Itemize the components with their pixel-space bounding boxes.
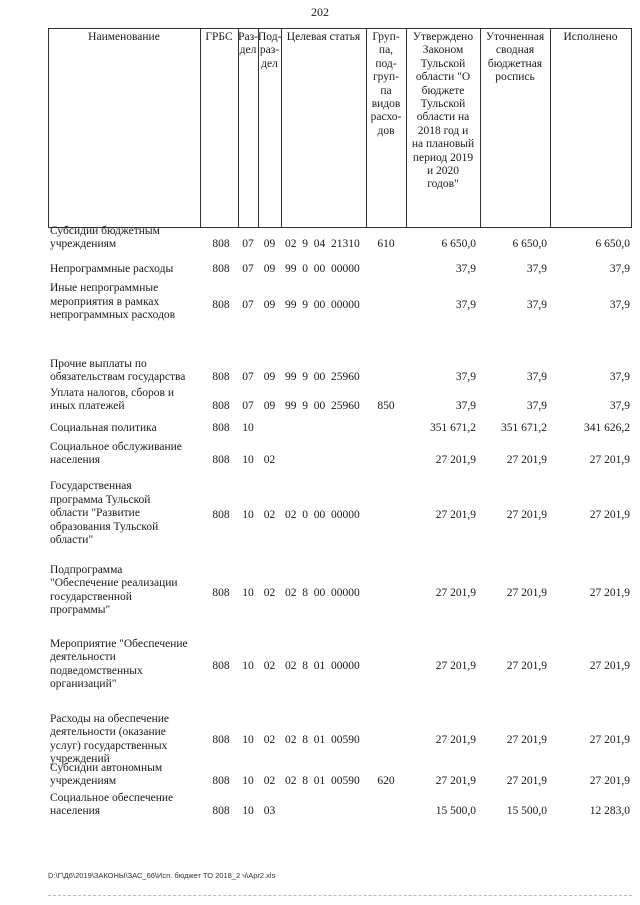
row-name-line: учреждениям bbox=[50, 775, 117, 788]
cell-executed: 27 201,9 bbox=[589, 734, 630, 747]
cell-grbs: 808 bbox=[212, 371, 230, 384]
table-row bbox=[48, 438, 632, 468]
cell-target: 99 0 00 00000 bbox=[285, 263, 360, 276]
cell-grbs: 808 bbox=[212, 454, 230, 467]
header-executed: Исполнено bbox=[563, 31, 618, 43]
table-row bbox=[48, 703, 632, 767]
cell-grbs: 808 bbox=[212, 734, 230, 747]
cell-refined: 27 201,9 bbox=[506, 454, 547, 467]
row-name-line: программа Тульской bbox=[50, 493, 151, 506]
cell-grbs: 808 bbox=[212, 587, 230, 600]
cell-executed: 37,9 bbox=[609, 371, 630, 384]
row-name-line: Социальная политика bbox=[50, 422, 157, 435]
row-name-line: Мероприятие "Обеспечение bbox=[50, 637, 188, 650]
cell-razdel: 10 bbox=[242, 454, 254, 467]
row-name-line: программы" bbox=[50, 604, 111, 617]
header-group: Груп- па, под- груп- па видов расхо- дов bbox=[370, 31, 402, 137]
row-name-line: Расходы на обеспечение bbox=[50, 712, 169, 725]
row-name-line: Прочие выплаты по bbox=[50, 357, 147, 370]
row-name-line: деятельности (оказание bbox=[50, 726, 166, 739]
cell-target: 99 9 00 00000 bbox=[285, 299, 360, 312]
table-row bbox=[48, 277, 632, 323]
table-row bbox=[48, 261, 632, 277]
row-name-line: мероприятия в рамках bbox=[50, 295, 160, 308]
cell-refined: 37,9 bbox=[526, 299, 547, 312]
cell-podrazdel: 02 bbox=[263, 509, 276, 522]
cell-executed: 37,9 bbox=[609, 263, 630, 276]
cell-razdel: 10 bbox=[242, 509, 254, 522]
cell-executed: 6 650,0 bbox=[595, 238, 630, 251]
row-name-line: подведомственных bbox=[50, 664, 143, 677]
cell-razdel: 10 bbox=[242, 660, 254, 673]
cell-approved: 37,9 bbox=[455, 299, 476, 312]
row-name bbox=[50, 480, 200, 548]
cell-podrazdel: 03 bbox=[263, 805, 276, 818]
row-name bbox=[50, 387, 200, 414]
table-header bbox=[48, 28, 632, 228]
row-name-line: Социальное обслуживание bbox=[50, 440, 182, 453]
row-name-line: учреждениям bbox=[50, 238, 117, 251]
table-row bbox=[48, 558, 632, 618]
cell-refined: 6 650,0 bbox=[512, 238, 547, 251]
cell-target: 02 8 01 00000 bbox=[285, 660, 360, 673]
cell-group: 610 bbox=[377, 238, 395, 251]
cell-razdel: 07 bbox=[242, 263, 254, 276]
cell-target: 02 8 00 00000 bbox=[285, 587, 360, 600]
cell-grbs: 808 bbox=[212, 238, 230, 251]
cell-approved: 6 650,0 bbox=[441, 238, 476, 251]
cell-approved: 27 201,9 bbox=[435, 734, 476, 747]
row-name bbox=[50, 263, 200, 277]
row-name-line: населения bbox=[50, 454, 101, 467]
header-razdel: Раз- дел bbox=[238, 31, 258, 57]
cell-grbs: 808 bbox=[212, 422, 230, 435]
header-grbs: ГРБС bbox=[205, 31, 233, 43]
cell-executed: 27 201,9 bbox=[589, 587, 630, 600]
cell-grbs: 808 bbox=[212, 263, 230, 276]
row-name-line: Подпрограмма bbox=[50, 563, 123, 576]
cell-executed: 27 201,9 bbox=[589, 509, 630, 522]
row-name-line: Социальное обеспечение bbox=[50, 791, 174, 804]
cell-group: 620 bbox=[377, 775, 395, 788]
cell-grbs: 808 bbox=[212, 660, 230, 673]
cell-approved: 37,9 bbox=[455, 371, 476, 384]
header-podrazdel: Под- раз- дел bbox=[258, 31, 282, 70]
row-name-line: образования Тульской bbox=[50, 520, 159, 533]
cell-refined: 27 201,9 bbox=[506, 660, 547, 673]
cell-razdel: 10 bbox=[242, 805, 254, 818]
cell-refined: 37,9 bbox=[526, 400, 547, 413]
header-name: Наименование bbox=[88, 31, 160, 43]
row-name-line: Непрограммные расходы bbox=[50, 263, 174, 276]
row-name-line: государственной bbox=[50, 590, 132, 603]
cell-grbs: 808 bbox=[212, 805, 230, 818]
table-row bbox=[48, 224, 632, 252]
cell-approved: 27 201,9 bbox=[435, 775, 476, 788]
row-name bbox=[50, 762, 200, 789]
row-name bbox=[50, 282, 200, 323]
cell-razdel: 10 bbox=[242, 422, 254, 435]
cell-podrazdel: 09 bbox=[263, 299, 276, 312]
cell-target: 99 9 00 25960 bbox=[285, 371, 360, 384]
row-name-line: Уплата налогов, сборов и bbox=[50, 386, 174, 399]
row-name-line: Иные непрограммные bbox=[50, 282, 159, 295]
cell-refined: 27 201,9 bbox=[506, 509, 547, 522]
cell-executed: 37,9 bbox=[609, 299, 630, 312]
cell-podrazdel: 02 bbox=[263, 587, 276, 600]
row-name bbox=[50, 638, 200, 692]
cell-podrazdel: 09 bbox=[263, 371, 276, 384]
row-name-line: обязательствам государства bbox=[50, 371, 186, 384]
cell-refined: 27 201,9 bbox=[506, 734, 547, 747]
page-number: 202 bbox=[311, 5, 329, 19]
cell-target: 02 8 01 00590 bbox=[285, 775, 360, 788]
row-name-line: деятельности bbox=[50, 651, 116, 664]
cell-refined: 37,9 bbox=[526, 371, 547, 384]
table-row bbox=[48, 384, 632, 414]
cell-podrazdel: 02 bbox=[263, 660, 276, 673]
row-name-line: иных платежей bbox=[50, 400, 125, 413]
cell-razdel: 07 bbox=[242, 400, 254, 413]
cell-grbs: 808 bbox=[212, 299, 230, 312]
cell-executed: 27 201,9 bbox=[589, 775, 630, 788]
header-target: Целевая статья bbox=[286, 31, 361, 43]
table-row bbox=[48, 472, 632, 548]
cell-approved: 27 201,9 bbox=[435, 509, 476, 522]
row-name-line: Субсидии бюджетным bbox=[50, 224, 160, 237]
cell-approved: 27 201,9 bbox=[435, 454, 476, 467]
cell-executed: 12 283,0 bbox=[589, 805, 630, 818]
cell-podrazdel: 09 bbox=[263, 263, 276, 276]
cell-approved: 37,9 bbox=[455, 263, 476, 276]
row-name-line: организаций" bbox=[50, 678, 117, 691]
cell-grbs: 808 bbox=[212, 509, 230, 522]
cell-refined: 27 201,9 bbox=[506, 587, 547, 600]
row-name bbox=[50, 441, 200, 468]
row-name bbox=[50, 792, 200, 819]
cell-podrazdel: 02 bbox=[263, 775, 276, 788]
table-row bbox=[48, 789, 632, 819]
cell-approved: 37,9 bbox=[455, 400, 476, 413]
row-name-line: области "Развитие bbox=[50, 507, 140, 520]
cell-group: 850 bbox=[377, 400, 395, 413]
row-name-line: непрограммных расходов bbox=[50, 309, 176, 322]
row-name bbox=[50, 225, 200, 252]
table-row bbox=[48, 759, 632, 789]
row-name-line: Субсидии автономным bbox=[50, 761, 163, 774]
table-row bbox=[48, 630, 632, 692]
cell-target: 02 8 01 00590 bbox=[285, 734, 360, 747]
table-row bbox=[48, 420, 632, 436]
row-name bbox=[50, 422, 200, 436]
footer-file-path: D:\Г\Д6\2019\ЗАКОНЫ\ЗАС_66\Исп. бюджет ТО 2018_2 ч\Арr2.xls bbox=[48, 871, 276, 880]
cell-refined: 351 671,2 bbox=[501, 422, 547, 435]
row-name bbox=[50, 564, 200, 618]
cell-approved: 351 671,2 bbox=[430, 422, 476, 435]
cell-target: 02 0 00 00000 bbox=[285, 509, 360, 522]
cell-executed: 27 201,9 bbox=[589, 660, 630, 673]
cell-razdel: 10 bbox=[242, 775, 254, 788]
row-name-line: услуг) государственных bbox=[50, 739, 168, 752]
cell-razdel: 10 bbox=[242, 587, 254, 600]
header-refined: Уточненная сводная бюджетная роспись bbox=[485, 31, 545, 84]
row-name-line: населения bbox=[50, 805, 101, 818]
cell-target: 99 9 00 25960 bbox=[285, 400, 360, 413]
footer-divider bbox=[48, 895, 632, 897]
cell-target: 02 9 04 21310 bbox=[285, 238, 360, 251]
cell-grbs: 808 bbox=[212, 400, 230, 413]
cell-razdel: 10 bbox=[242, 734, 254, 747]
cell-approved: 15 500,0 bbox=[435, 805, 476, 818]
cell-razdel: 07 bbox=[242, 371, 254, 384]
cell-approved: 27 201,9 bbox=[435, 660, 476, 673]
cell-refined: 15 500,0 bbox=[506, 805, 547, 818]
cell-refined: 27 201,9 bbox=[506, 775, 547, 788]
header-approved: Утверждено Законом Тульской области "О бюджете Тульской области на 2018 год и на плановый период 2019 и 2020 годов" bbox=[411, 31, 475, 191]
table-row bbox=[48, 355, 632, 385]
cell-executed: 37,9 bbox=[609, 400, 630, 413]
cell-podrazdel: 02 bbox=[263, 734, 276, 747]
cell-executed: 27 201,9 bbox=[589, 454, 630, 467]
row-name-line: Государственная bbox=[50, 480, 132, 493]
cell-refined: 37,9 bbox=[526, 263, 547, 276]
row-name-line: области" bbox=[50, 534, 94, 547]
cell-executed: 341 626,2 bbox=[584, 422, 630, 435]
cell-razdel: 07 bbox=[242, 238, 254, 251]
cell-razdel: 07 bbox=[242, 299, 254, 312]
row-name bbox=[50, 358, 200, 385]
cell-approved: 27 201,9 bbox=[435, 587, 476, 600]
cell-podrazdel: 09 bbox=[263, 238, 276, 251]
cell-grbs: 808 bbox=[212, 775, 230, 788]
cell-podrazdel: 09 bbox=[263, 400, 276, 413]
row-name-line: учреждений bbox=[50, 753, 110, 766]
row-name-line: "Обеспечение реализации bbox=[50, 577, 178, 590]
cell-podrazdel: 02 bbox=[263, 454, 276, 467]
